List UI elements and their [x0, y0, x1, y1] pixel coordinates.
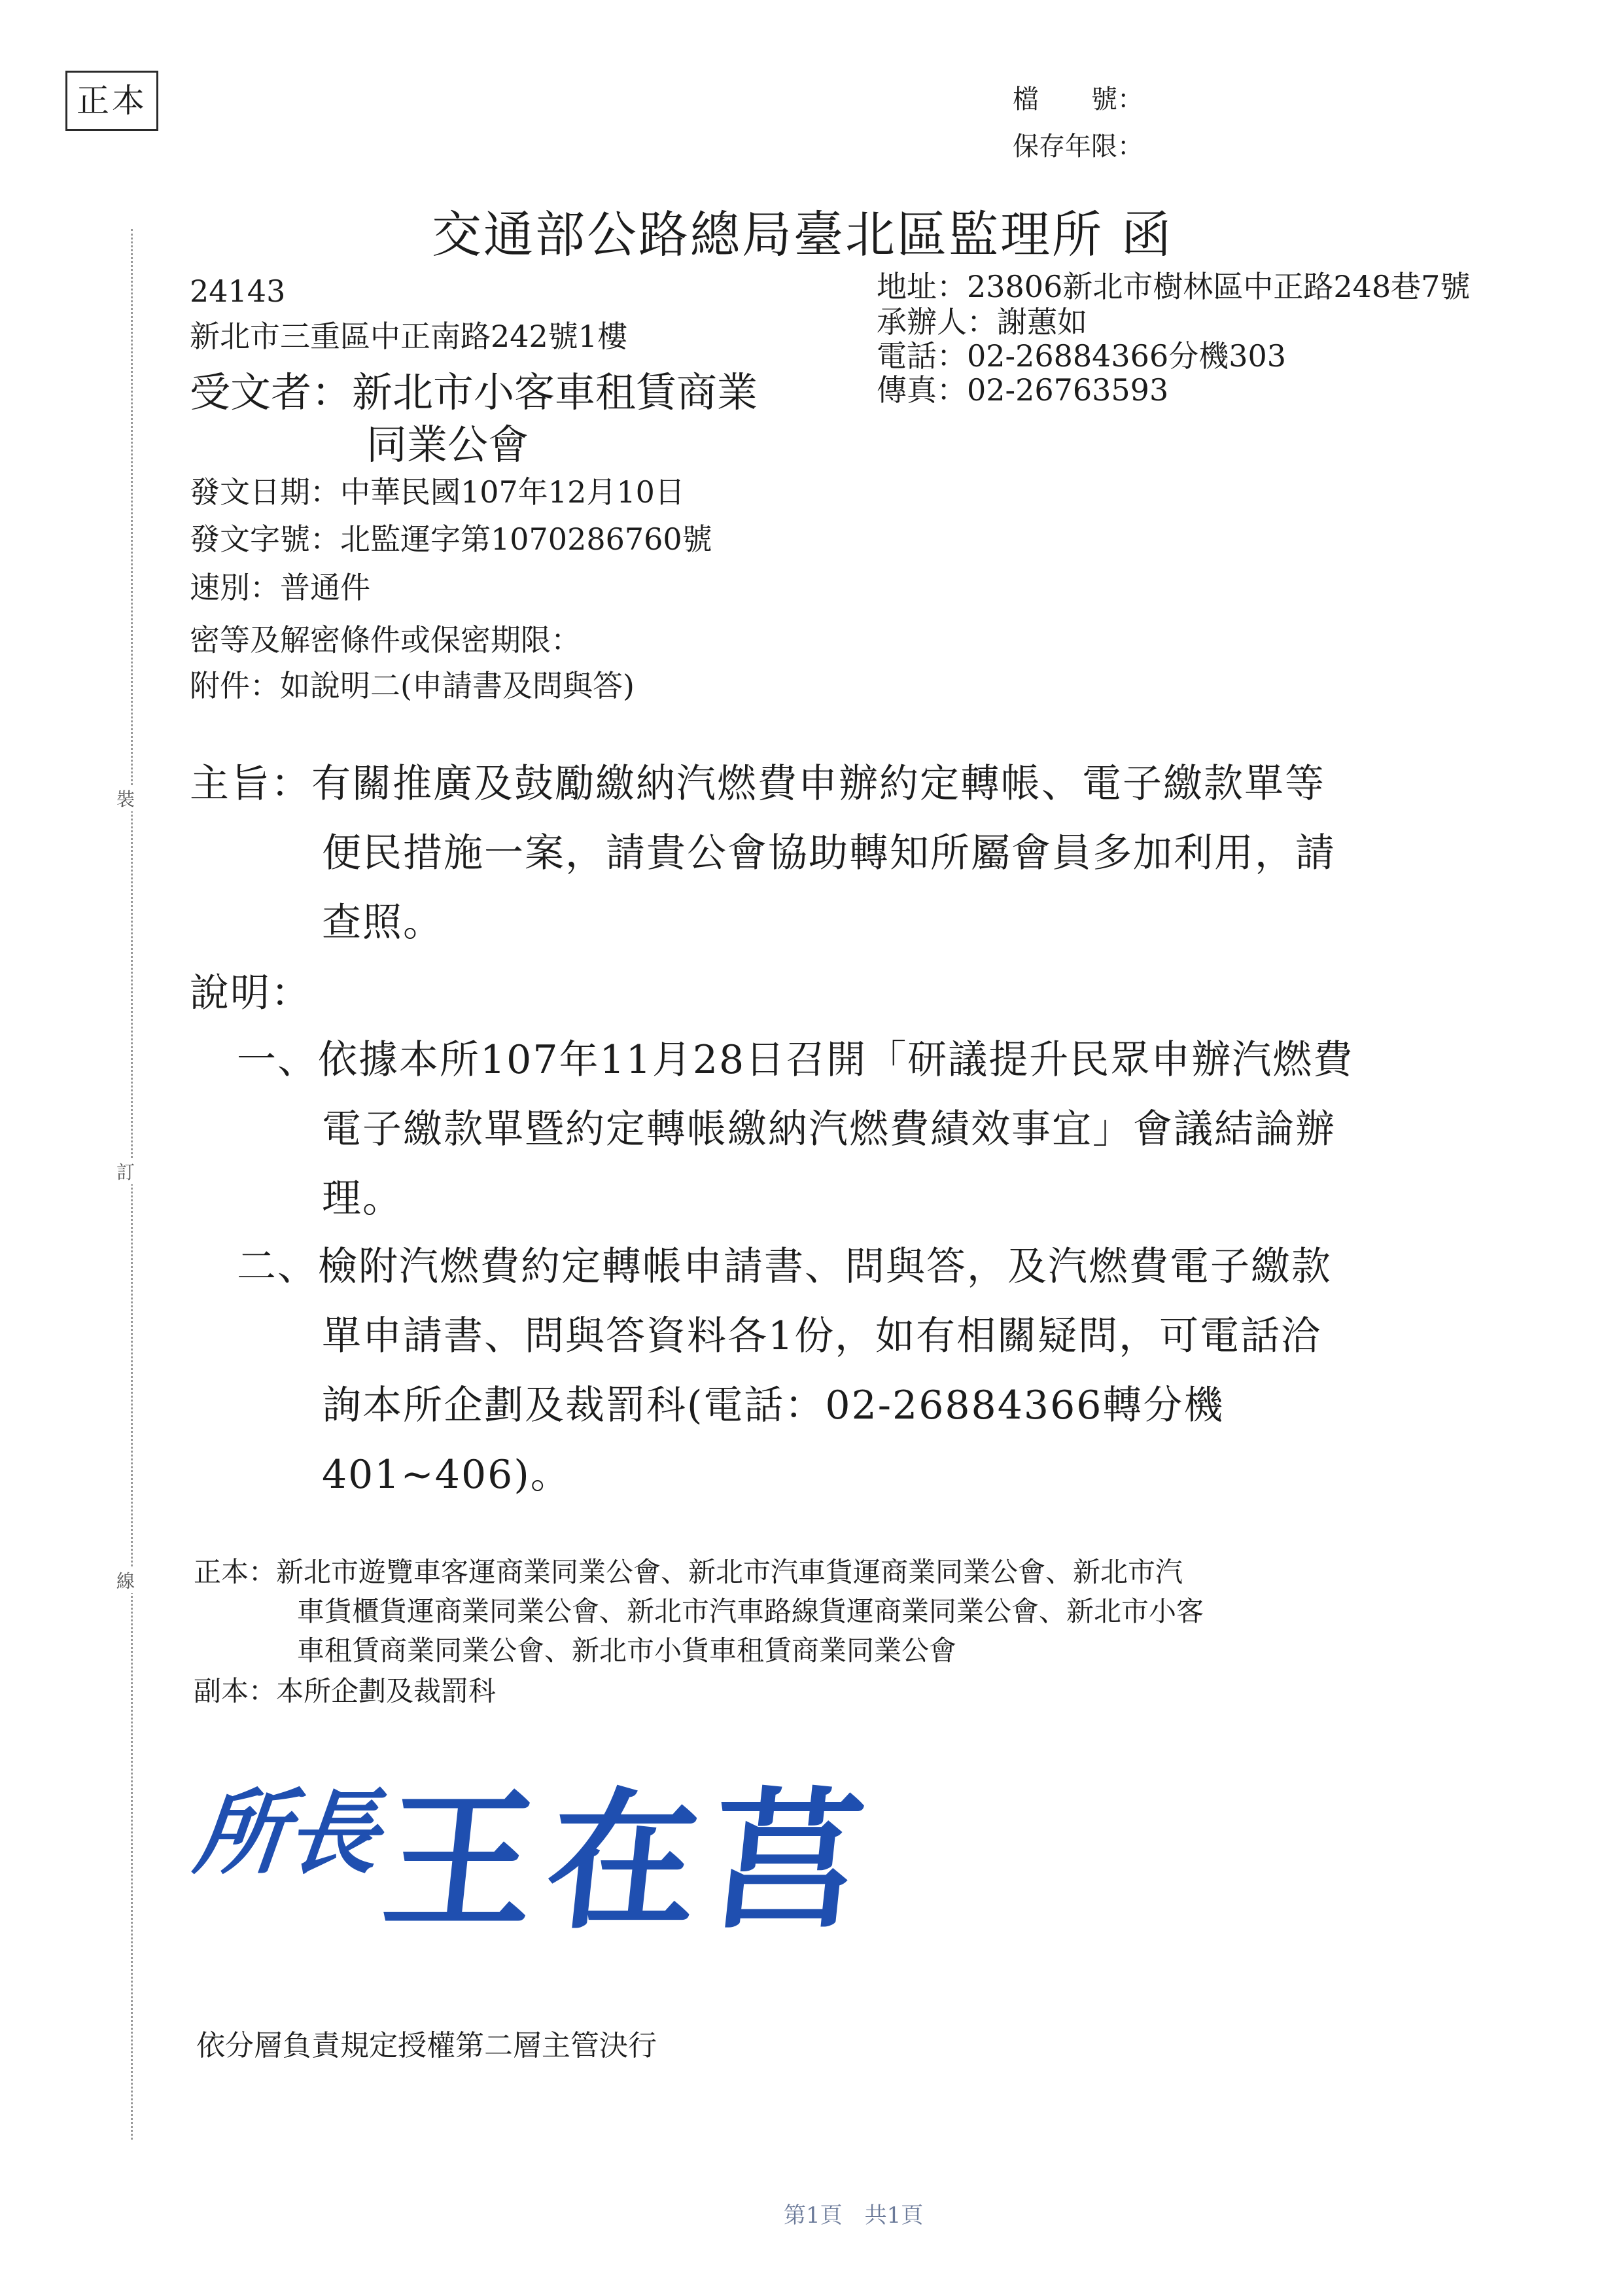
- fax: 傳真：02-26763593: [877, 372, 1169, 408]
- page-footer: 第1頁 共1頁: [784, 2202, 924, 2229]
- item-2-line-2: 單申請書、問與答資料各1份，如有相關疑問，可電話洽: [322, 1313, 1322, 1359]
- subject-line-1: 主旨：有關推廣及鼓勵繳納汽燃費申辦約定轉帳、電子繳款單等: [190, 761, 1325, 807]
- file-number-label: 檔 號：: [1013, 84, 1143, 115]
- recipient-line-2: 同業公會: [366, 421, 529, 468]
- attachment: 附件：如說明二(申請書及問與答): [190, 668, 635, 703]
- document-title: 交通部公路總局臺北區監理所 函: [432, 205, 1174, 264]
- binding-mark-zhuang: 裝: [116, 785, 135, 811]
- explanation-label: 說明：: [190, 970, 311, 1016]
- item-1-line-3: 理。: [322, 1176, 403, 1222]
- item-1-line-1: 一、依據本所107年11月28日召開「研議提升民眾申辦汽燃費: [237, 1037, 1354, 1083]
- item-2-line-4: 401~406)。: [322, 1452, 571, 1498]
- subject-line-3: 查照。: [322, 900, 444, 945]
- binding-mark-ding: 訂: [116, 1158, 135, 1184]
- cc-original-line-1: 正本：新北市遊覽車客運商業同業公會、新北市汽車貨運商業同業公會、新北市汽: [194, 1556, 1183, 1588]
- cc-original-line-2: 車貨櫃貨運商業同業公會、新北市汽車路線貨運商業同業公會、新北市小客: [297, 1595, 1204, 1627]
- binding-mark-xian: 線: [116, 1567, 135, 1593]
- issue-date: 發文日期：中華民國107年12月10日: [190, 474, 685, 510]
- retention-label: 保存年限：: [1013, 132, 1143, 162]
- binding-line: [131, 229, 133, 2140]
- office-address: 地址：23806新北市樹林區中正路248巷7號: [877, 269, 1471, 304]
- recipient-line-1: 受文者：新北市小客車租賃商業: [190, 368, 758, 416]
- sender-address: 新北市三重區中正南路242號1樓: [190, 319, 628, 354]
- cc-copy: 副本：本所企劃及裁罰科: [194, 1675, 497, 1707]
- signature-title: 所長: [190, 1780, 385, 1887]
- secrecy-level: 密等及解密條件或保密期限：: [190, 622, 581, 658]
- authorization-note: 依分層負責規定授權第二層主管決行: [196, 2029, 657, 2062]
- phone: 電話：02-26884366分機303: [877, 338, 1287, 374]
- sender-zip: 24143: [190, 274, 286, 309]
- signature-name: 王在莒: [375, 1773, 885, 1950]
- cc-original-line-3: 車租賃商業同業公會、新北市小貨車租賃商業同業公會: [297, 1634, 957, 1667]
- delivery-speed: 速別：普通件: [190, 570, 370, 605]
- original-copy-stamp: 正本: [65, 71, 158, 131]
- item-2-line-3: 詢本所企劃及裁罰科(電話：02-26884366轉分機: [322, 1383, 1225, 1428]
- item-1-line-2: 電子繳款單暨約定轉帳繳納汽燃費績效事宜」會議結論辦: [322, 1106, 1336, 1152]
- document-number: 發文字號：北監運字第1070286760號: [190, 521, 712, 557]
- officer: 承辦人：謝蕙如: [877, 304, 1087, 340]
- subject-line-2: 便民措施一案，請貴公會協助轉知所屬會員多加利用，請: [322, 830, 1336, 876]
- item-2-line-1: 二、檢附汽燃費約定轉帳申請書、問與答，及汽燃費電子繳款: [237, 1244, 1332, 1290]
